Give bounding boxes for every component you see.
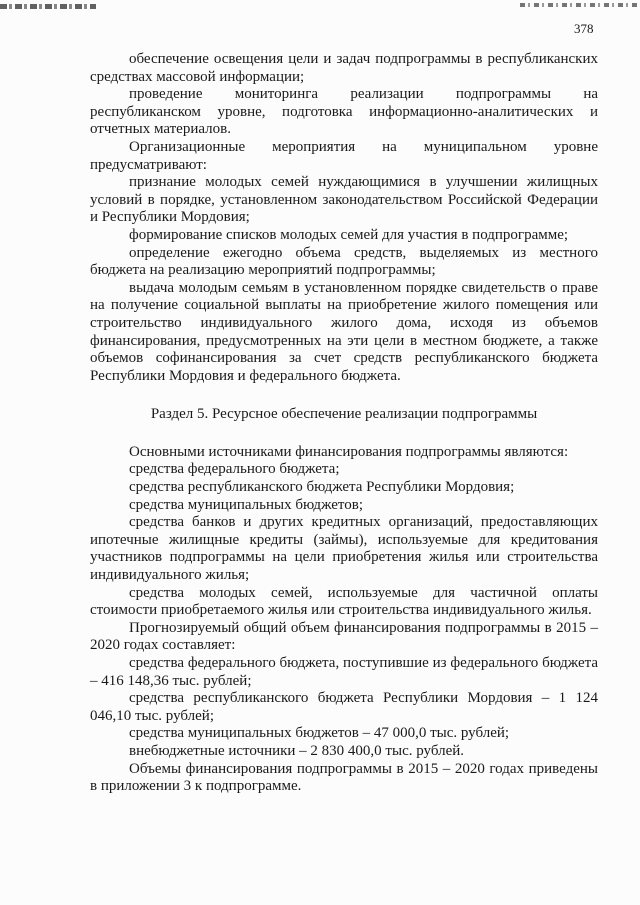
paragraph: средства муниципальных бюджетов – 47 000,0 тыс. рублей; — [129, 725, 510, 742]
paragraph: Организационные мероприятия на муниципальном уровне предусматривают: — [90, 138, 598, 173]
paragraph: признание молодых семей нуждающимися в улучшении жилищных условий в порядке, установленном законодательством Российской Федерации и Республики Мордовия; — [90, 174, 598, 226]
paragraph: средства республиканского бюджета Республики Мордовия; — [129, 479, 515, 496]
paragraph: обеспечение освещения цели и задач подпрограммы в республиканских средствах массовой информации; — [90, 51, 598, 85]
section-heading: Раздел 5. Ресурсное обеспечение реализации подпрограммы — [150, 406, 538, 423]
paragraph: средства федерального бюджета, поступившие из федерального бюджета – 416 148,36 тыс. рублей; — [90, 655, 598, 689]
paragraph: Основными источниками финансирования подпрограммы являются: — [129, 443, 569, 460]
paragraph: формирование списков молодых семей для участия в подпрограмме; — [129, 226, 569, 243]
scan-artifact-right — [520, 3, 640, 7]
paragraph: Прогнозируемый общий объем финансирования подпрограммы в 2015 – 2020 годах составляет: — [90, 619, 598, 654]
paragraph: выдача молодым семьям в установленном порядке свидетельств о праве на получение социальной выплаты на приобретение жилого помещения или строительство индивидуального жилого дома, исходя из объемов финансирования, предусмотренных на эти цели в местном бюджете, а также объемов софинансирования за счет средств республиканского бюджета Республики Мордовия и федерального бюджета. — [90, 279, 598, 384]
page-number: 378 — [574, 21, 594, 36]
paragraph: Объемы финансирования подпрограммы в 2015 – 2020 годах приведены в приложении 3 к подпрограмме. — [90, 760, 598, 795]
paragraph: средства федерального бюджета; — [129, 461, 340, 478]
paragraph: средства банков и других кредитных организаций, предоставляющих ипотечные жилищные кредиты (займы), используемые для кредитования участников подпрограммы на цели приобретения жилья или строительства индивидуального жилья; — [90, 514, 598, 584]
paragraph: средства республиканского бюджета Республики Мордовия – 1 124 046,10 тыс. рублей; — [90, 690, 598, 724]
paragraph: внебюджетные источники – 2 830 400,0 тыс. рублей. — [129, 742, 465, 759]
paragraph: средства молодых семей, используемые для частичной оплаты стоимости приобретаемого жилья или строительства индивидуального жилья. — [90, 584, 598, 619]
paragraph: определение ежегодно объема средств, выделяемых из местного бюджета на реализацию мероприятий подпрограммы; — [90, 244, 598, 279]
scan-artifact-left — [0, 4, 96, 9]
paragraph: проведение мониторинга реализации подпрограммы на республиканском уровне, подготовка информационно-аналитических и отчетных материалов. — [90, 86, 598, 138]
paragraph: средства муниципальных бюджетов; — [129, 496, 363, 513]
document-body — [90, 51, 598, 796]
